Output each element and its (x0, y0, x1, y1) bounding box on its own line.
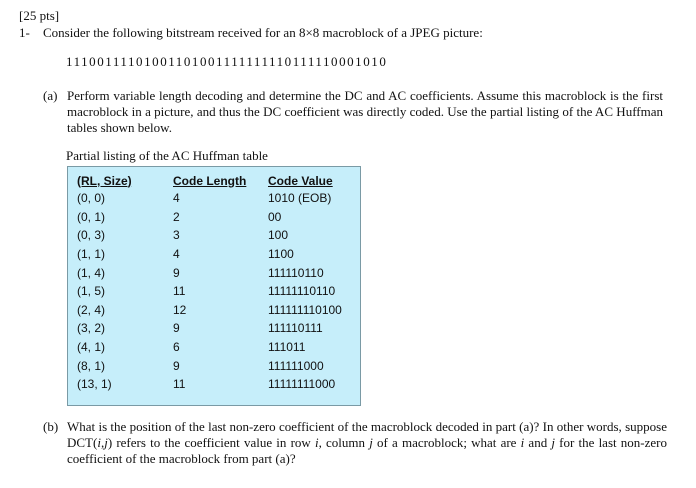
cell-code-length: 4 (173, 247, 180, 262)
cell-code-length: 9 (173, 321, 180, 336)
cell-code-length: 4 (173, 191, 180, 206)
question-text: Consider the following bitstream received for an 8×8 macroblock of a JPEG picture: (43, 25, 483, 40)
huffman-table-box (67, 166, 361, 406)
table-row (77, 245, 358, 264)
header-code-length: Code Length (173, 173, 247, 188)
cell-code-length: 9 (173, 358, 180, 373)
cell-rl-size: (2, 4) (77, 302, 106, 317)
cell-code-length: 3 (173, 228, 180, 243)
cell-rl-size: (13, 1) (77, 377, 112, 392)
table-row (77, 189, 358, 208)
cell-code-value: 1100 (268, 247, 294, 262)
cell-rl-size: (1, 5) (77, 284, 106, 299)
table-header-row (77, 172, 358, 189)
cell-code-value: 11111110110 (268, 284, 336, 299)
bitstream: 11100111101001101001111111110111110001010 (66, 54, 388, 69)
cell-code-length: 6 (173, 340, 180, 355)
cell-rl-size: (0, 0) (77, 191, 106, 206)
cell-rl-size: (4, 1) (77, 340, 106, 355)
cell-code-length: 11 (173, 284, 186, 299)
cell-code-value: 11111111000 (268, 377, 336, 392)
cell-code-value: 111110111 (268, 321, 323, 336)
cell-code-length: 11 (173, 377, 186, 392)
cell-rl-size: (0, 3) (77, 228, 106, 243)
cell-code-value: 00 (268, 209, 282, 224)
table-row (77, 208, 358, 227)
table-row (77, 263, 358, 282)
cell-code-length: 9 (173, 265, 180, 280)
cell-code-value: 1010 (EOB) (268, 191, 332, 206)
table-row (77, 375, 358, 394)
table-row (77, 226, 358, 245)
header-code-value: Code Value (268, 173, 333, 188)
cell-code-length: 12 (173, 302, 187, 317)
cell-rl-size: (0, 1) (77, 209, 106, 224)
cell-rl-size: (1, 4) (77, 265, 106, 280)
cell-code-length: 2 (173, 209, 180, 224)
cell-rl-size: (1, 1) (77, 247, 106, 262)
table-row (77, 338, 358, 357)
table-caption: Partial listing of the AC Huffman table (66, 148, 268, 163)
table-row (77, 356, 358, 375)
cell-code-value: 111111000 (268, 358, 324, 373)
part-b-text: What is the position of the last non-zero coefficient of the macroblock decoded in part (a)? In other words, suppose DCT(i,j) refers to the coefficient value in row i, column j of a macroblock; what are i and j for the last non-zero coefficient of the macroblock from part (a)? (67, 419, 667, 466)
cell-code-value: 111011 (268, 340, 306, 355)
part-a-label: (a) (43, 88, 58, 103)
cell-code-value: 100 (268, 228, 289, 243)
table-body (77, 189, 358, 394)
points-label: [25 pts] (19, 8, 60, 23)
table-row (77, 319, 358, 338)
header-rl-size: (RL, Size) (77, 173, 132, 188)
huffman-table (77, 172, 358, 394)
cell-code-value: 111111110100 (268, 302, 342, 317)
table-row (77, 282, 358, 301)
question-number: 1- (19, 25, 30, 40)
cell-code-value: 111110110 (268, 265, 324, 280)
table-row (77, 301, 358, 320)
part-b-label: (b) (43, 419, 59, 434)
cell-rl-size: (3, 2) (77, 321, 106, 336)
part-a-text: Perform variable length decoding and determine the DC and AC coefficients. Assume this macroblock is the first macroblock in a picture, and thus the DC coefficient was directly coded. Use the partial listing of the AC Huffman tables shown below. (67, 88, 663, 135)
cell-rl-size: (8, 1) (77, 358, 106, 373)
